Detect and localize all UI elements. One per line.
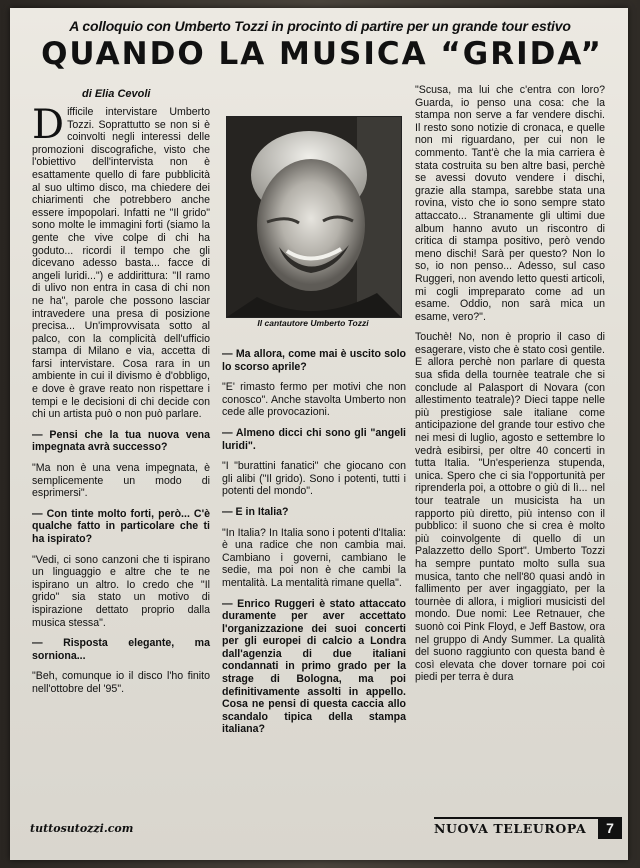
article-paragraph: "E' rimasto fermo per motivi che non conosco". Anche stavolta Umberto non cede alle provocazioni.	[222, 381, 406, 419]
article-paragraph: "Ma non è una vena impegnata, è semplicemente un modo di esprimersi".	[32, 462, 210, 500]
article-paragraph: Touchè! No, non è proprio il caso di esagerare, visto che è stato così gentile. E allora perchè non parlare di questa sua sfida della tournèe teatrale che si conclude al Palasport di Novara (con allestimento teatrale)? Dieci tappe nelle più prestigiose sale italiane come anticipazione del grande tour estivo che nei mesi di luglio, agosto e settembre lo vedrà esibirsi, per oltre 40 concerti in tutta Italia. "Un'esperienza stupenda, unica. Spero che ci sia l'opportunità per riprenderla poi, a ottobre o giù di lì... nel tour teatrale un musicista ha un rapporto più diretto, più intenso con il pubblico: il suono che si crea è molto più coinvolgente di quello di un Palazzetto dello Sport". Umberto Tozzi ha sempre puntato molto sulla sua musica, tanto che nell'80 quasi andò in fallimento per aver ingaggiato, per la tournèe di allora, i migliori musicisti del mondo. Due nomi: Lee Retnauer, che suonò coi Pink Floyd, e Jeff Bastow, ora nel gruppo di Andy Summer. La qualità del suono raggiunto con questa band è così elevata che dover tornare poi coi piedi per terra è dura	[415, 331, 605, 684]
headline: QUANDO LA MUSICA “GRIDA”	[41, 36, 603, 72]
column-1	[32, 102, 210, 704]
interview-question: — E in Italia?	[222, 505, 289, 518]
page-number: 7	[598, 817, 622, 839]
byline: di Elia Cevoli	[82, 88, 151, 100]
interview-question: — Con tinte molto forti, però... C'è qualche fatto in particolare che ti ha ispirato?	[32, 507, 210, 545]
newspaper-page	[10, 8, 628, 860]
artist-photo	[226, 116, 402, 318]
drop-cap: D	[32, 102, 65, 148]
column-2	[222, 348, 406, 744]
article-paragraph: "Scusa, ma lui che c'entra con loro? Guarda, io penso una cosa: che la stampa non serve a far vendere dischi. Il resto sono notizie di cronaca, e quelle non mi riguardano, per cui non le commento. Tant'è che la mia carriera è stata costruita su ben altre basi, perchè se avessi dovuto vendere i dischi, grazie alla stampa, sarebbe stata una rovina, visto che io sono sempre stato attaccato... Stranamente gli ultimi due album hanno avuto un riscontro di critica di stampa positivo, però vendo meno dischi! Sarà per questo? Non lo so, io non penso... Adesso, sul caso Ruggeri, non avendo letto questi articoli, mi cogli impreparato come ad un esame. Oddio, non sarà mica un esame, vero?".	[415, 84, 605, 323]
article-paragraph: "I "burattini fanatici" che giocano con gli alibi ("Il grido). Sono i potenti, tutti i potenti del mondo".	[222, 460, 406, 498]
article-paragraph: "In Italia? In Italia sono i potenti d'Italia: è una radice che non cambia mai. Cambiano i governi, cambiano le sedie, ma poi non è che cambi la mentalità. La mentalità rimane quella".	[222, 526, 406, 589]
interview-question: — Almeno dicci chi sono gli "angeli luridi".	[222, 426, 406, 452]
paragraph-text: ifficile intervistare Umberto Tozzi. Soprattutto se non si è coinvolti negli interessi delle promozioni discografiche, visto che l'obiettivo dell'intervista non è esattamente quello di fare pubblicità al suo ultimo disco, ma chiedere dei chiarimenti che potrebbero anche essere impopolari. Infatti ne "Il grido" sono molte le immagini forti (siamo la gente che vive colpe di chi ha goduto... ricordi il tempo che gli dicevano adesso basta... facce di angeli luridi...") e addirittura: "Il ramo di ulivo non entra in casa di chi non ne ha", parole che possono lasciar intravedere una presa di posizione precisa... Un'improvvisata sotto al palco, con la complicità dell'ufficio stampa di Milano e via, accetta di farsi intervistare. Cosa rara in un ambiente in cui il divismo è d'obbligo, e dove è grave reato non rispettare i tempi e le decisioni di chi decide con chi un artista può o non può parlare.	[32, 106, 210, 421]
article-paragraph	[32, 102, 210, 421]
interview-question: — Enrico Ruggeri è stato attaccato duramente per aver accettato l'organizzazione dei suoi concerti per gli europei di calcio a Londra dall'agenzia di due italiani condannati in primo grado per la strage di Bologna, ma poi definitivamente assolti in appello. Cosa ne pensi di questa caccia allo scandalo tipica della stampa italiana?	[222, 597, 406, 736]
interview-question: — Pensi che la tua nuova vena impegnata avrà successo?	[32, 428, 210, 454]
portrait-illustration	[227, 117, 401, 317]
publication-name: NUOVA TELEUROPA	[434, 817, 602, 841]
article-paragraph: "Beh, comunque io il disco l'ho finito nell'ottobre del '95".	[32, 670, 210, 695]
column-3	[415, 84, 605, 692]
photo-caption: Il cantautore Umberto Tozzi	[257, 318, 369, 328]
article-paragraph: "Vedi, ci sono canzoni che ti ispirano un linguaggio e altre che te ne ispirano un altro. Io credo che "Il grido" sia stato un motivo di ispirazione dettato proprio dalla musica stessa".	[32, 553, 210, 629]
interview-question: — Risposta elegante, ma sorniona...	[32, 637, 210, 662]
kicker: A colloquio con Umberto Tozzi in procinto di partire per un grande tour estivo	[69, 18, 571, 34]
site-watermark: tuttosutozzi.com	[30, 822, 134, 835]
interview-question: — Ma allora, come mai è uscito solo lo scorso aprile?	[222, 348, 406, 373]
